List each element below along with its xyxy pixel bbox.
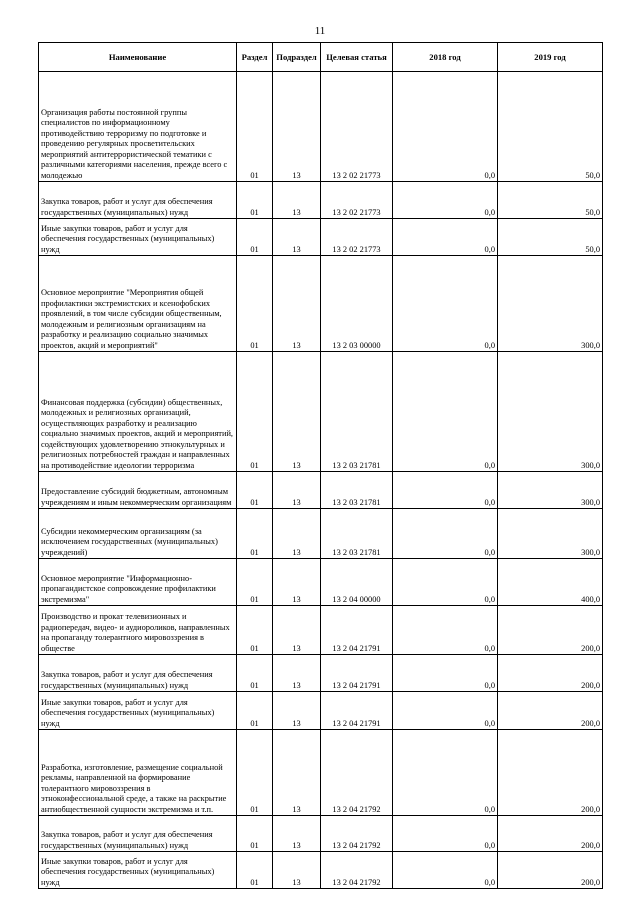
table-row <box>39 72 603 182</box>
row-2018: 0,0 <box>393 472 498 509</box>
row-section: 01 <box>237 606 273 655</box>
row-2018: 0,0 <box>393 606 498 655</box>
row-section: 01 <box>237 509 273 559</box>
row-subsection: 13 <box>273 509 321 559</box>
row-target: 13 2 03 21781 <box>321 509 393 559</box>
row-name: Финансовая поддержка (субсидии) общественных, молодежных и религиозных организаций, осуществляющих разработку и реализацию социально значимых проектов, акций и мероприятий, содействующих удовлетворению этнокультурных и религиозных потребностей граждан и направленных на противодействие идеологии терроризма <box>39 352 237 472</box>
table-row <box>39 692 603 730</box>
header-2018: 2018 год <box>393 43 498 72</box>
row-2018: 0,0 <box>393 730 498 816</box>
table-row <box>39 256 603 352</box>
row-name: Закупка товаров, работ и услуг для обеспечения государственных (муниципальных) нужд <box>39 182 237 219</box>
row-target: 13 2 02 21773 <box>321 219 393 256</box>
row-section: 01 <box>237 472 273 509</box>
row-2019: 200,0 <box>498 655 603 692</box>
row-target: 13 2 04 21792 <box>321 816 393 852</box>
row-section: 01 <box>237 816 273 852</box>
row-target: 13 2 02 21773 <box>321 72 393 182</box>
row-section: 01 <box>237 352 273 472</box>
row-name: Субсидии некоммерческим организациям (за исключением государственных (муниципальных) учреждений) <box>39 509 237 559</box>
row-2019: 50,0 <box>498 182 603 219</box>
row-subsection: 13 <box>273 182 321 219</box>
row-name: Закупка товаров, работ и услуг для обеспечения государственных (муниципальных) нужд <box>39 816 237 852</box>
row-name: Разработка, изготовление, размещение социальной рекламы, направленной на формирование толерантного мировоззрения в этноконфессиональной среде, а также на раскрытие антиобщественной сущности экстремизма и т.п. <box>39 730 237 816</box>
row-2018: 0,0 <box>393 655 498 692</box>
row-section: 01 <box>237 852 273 889</box>
table-row <box>39 559 603 606</box>
row-subsection: 13 <box>273 559 321 606</box>
row-2019: 300,0 <box>498 352 603 472</box>
row-section: 01 <box>237 655 273 692</box>
row-section: 01 <box>237 559 273 606</box>
row-subsection: 13 <box>273 692 321 730</box>
row-name: Организация работы постоянной группы специалистов по информационному противодействию терроризму по подготовке и проведению регулярных просветительских мероприятий антитеррористической тематики с различными категориями населения, прежде всего с молодежью <box>39 72 237 182</box>
table-row <box>39 606 603 655</box>
row-target: 13 2 04 21791 <box>321 692 393 730</box>
row-2019: 200,0 <box>498 730 603 816</box>
row-2019: 400,0 <box>498 559 603 606</box>
row-subsection: 13 <box>273 219 321 256</box>
header-target: Целевая статья <box>321 43 393 72</box>
table-row <box>39 655 603 692</box>
row-2018: 0,0 <box>393 559 498 606</box>
row-section: 01 <box>237 730 273 816</box>
row-2019: 300,0 <box>498 472 603 509</box>
row-target: 13 2 04 21792 <box>321 852 393 889</box>
row-target: 13 2 04 21791 <box>321 655 393 692</box>
row-subsection: 13 <box>273 606 321 655</box>
page-number: 11 <box>314 25 326 37</box>
row-name: Предоставление субсидий бюджетным, автономным учреждениям и иным некоммерческим организациям <box>39 472 237 509</box>
row-section: 01 <box>237 692 273 730</box>
header-name: Наименование <box>39 43 237 72</box>
row-2018: 0,0 <box>393 256 498 352</box>
row-2018: 0,0 <box>393 352 498 472</box>
row-2019: 50,0 <box>498 72 603 182</box>
row-target: 13 2 02 21773 <box>321 182 393 219</box>
row-2019: 300,0 <box>498 256 603 352</box>
budget-table <box>38 42 603 889</box>
row-2019: 50,0 <box>498 219 603 256</box>
row-target: 13 2 03 21781 <box>321 352 393 472</box>
row-subsection: 13 <box>273 256 321 352</box>
row-target: 13 2 03 21781 <box>321 472 393 509</box>
row-subsection: 13 <box>273 352 321 472</box>
row-section: 01 <box>237 219 273 256</box>
table-row <box>39 816 603 852</box>
row-2018: 0,0 <box>393 852 498 889</box>
row-name: Иные закупки товаров, работ и услуг для обеспечения государственных (муниципальных) нужд <box>39 692 237 730</box>
table-header-row <box>39 43 603 72</box>
row-2019: 200,0 <box>498 816 603 852</box>
row-name: Закупка товаров, работ и услуг для обеспечения государственных (муниципальных) нужд <box>39 655 237 692</box>
table-row <box>39 352 603 472</box>
row-2019: 200,0 <box>498 852 603 889</box>
row-2018: 0,0 <box>393 816 498 852</box>
row-name: Иные закупки товаров, работ и услуг для обеспечения государственных (муниципальных) нужд <box>39 852 237 889</box>
row-2019: 200,0 <box>498 606 603 655</box>
row-2018: 0,0 <box>393 72 498 182</box>
row-2018: 0,0 <box>393 692 498 730</box>
header-section: Раздел <box>237 43 273 72</box>
table-row <box>39 852 603 889</box>
row-2018: 0,0 <box>393 509 498 559</box>
row-section: 01 <box>237 182 273 219</box>
table-row <box>39 509 603 559</box>
header-subsection: Подраздел <box>273 43 321 72</box>
row-target: 13 2 04 00000 <box>321 559 393 606</box>
row-subsection: 13 <box>273 72 321 182</box>
row-section: 01 <box>237 256 273 352</box>
row-subsection: 13 <box>273 730 321 816</box>
row-subsection: 13 <box>273 655 321 692</box>
row-name: Основное мероприятие "Мероприятия общей профилактики экстремистских и ксенофобских проявлений, в том числе субсидии общественным, молодежным и религиозным организациям на разработку и реализацию социально значимых проектов, акций и мероприятий" <box>39 256 237 352</box>
row-2018: 0,0 <box>393 219 498 256</box>
row-name: Основное мероприятие "Информационно-пропагандистское сопровождение профилактики экстремизма" <box>39 559 237 606</box>
row-target: 13 2 03 00000 <box>321 256 393 352</box>
row-name: Иные закупки товаров, работ и услуг для обеспечения государственных (муниципальных) нужд <box>39 219 237 256</box>
table-row <box>39 182 603 219</box>
row-section: 01 <box>237 72 273 182</box>
row-target: 13 2 04 21791 <box>321 606 393 655</box>
row-2019: 300,0 <box>498 509 603 559</box>
row-name: Производство и прокат телевизионных и радиопередач, видео- и аудиороликов, направленных на пропаганду толерантного мировоззрения в обществе <box>39 606 237 655</box>
header-2019: 2019 год <box>498 43 603 72</box>
row-subsection: 13 <box>273 816 321 852</box>
row-subsection: 13 <box>273 472 321 509</box>
row-target: 13 2 04 21792 <box>321 730 393 816</box>
table-row <box>39 730 603 816</box>
row-2019: 200,0 <box>498 692 603 730</box>
table-row <box>39 219 603 256</box>
row-2018: 0,0 <box>393 182 498 219</box>
table-row <box>39 472 603 509</box>
row-subsection: 13 <box>273 852 321 889</box>
